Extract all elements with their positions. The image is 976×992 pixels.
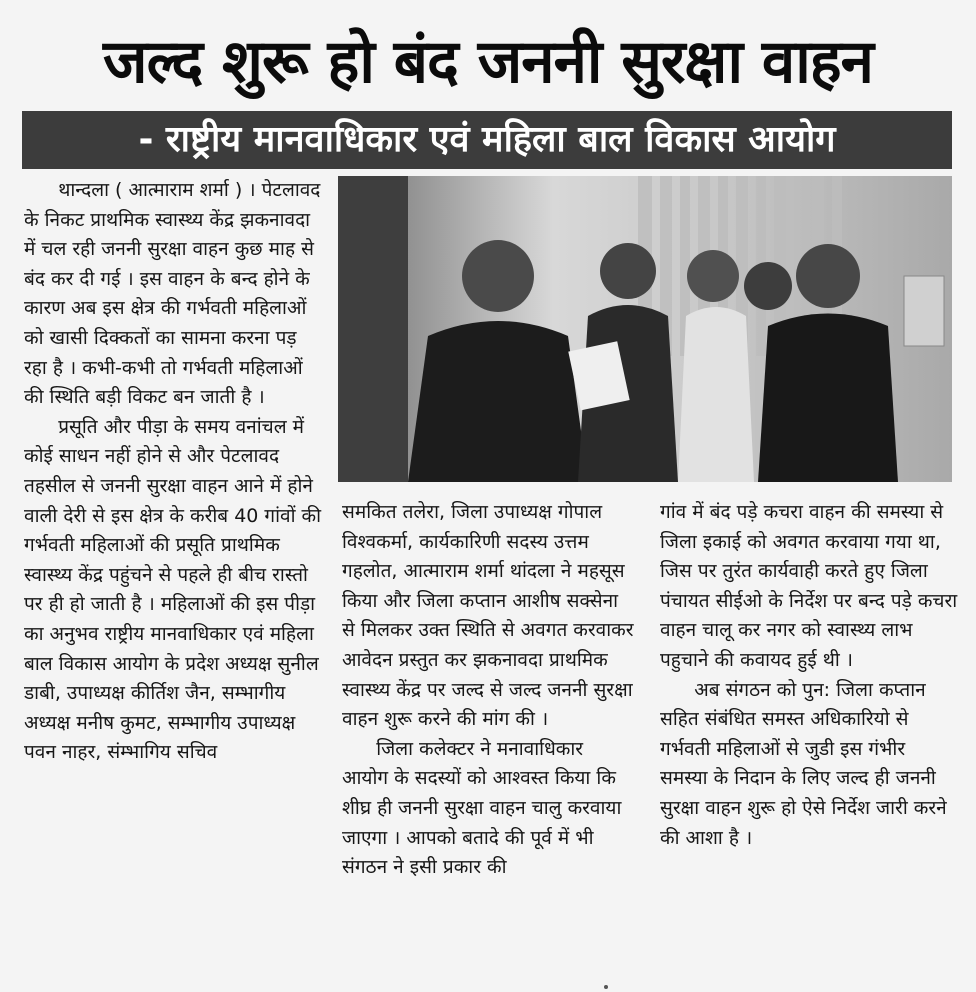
article-column-3 xyxy=(660,498,958,978)
paragraph: गांव में बंद पड़े कचरा वाहन की समस्या से जिला इकाई को अवगत करवाया गया था, जिस पर तुरंत कार्यवाही करते हुए जिला पंचायत सीईओ के निर्देश पर बन्द पड़े कचरा वाहन चालू कर नगर को स्वास्थ्य लाभ पहुचाने की कवायद हुई थी । xyxy=(660,501,958,671)
paragraph: प्रसूति और पीड़ा के समय वनांचल में कोई साधन नहीं होने से और पेटलावद तहसील से जननी सुरक्षा वाहन आने में होने वाली देरी से इस क्षेत्र के करीब 40 गांवों की गर्भवती महिलाओं की प्रसूति प्राथमिक स्वास्थ्य केंद्र पहुंचने से पहले ही बीच रास्तो पर ही हो जाती है । महिलाओं की इस पीड़ा का अनुभव राष्ट्रीय मानवाधिकार एवं महिला बाल विकास आयोग के प्रदेश अध्यक्ष सुनील डाबी, उपाध्यक्ष कीर्तिश जैन, सम्भागीय अध्यक्ष मनीष कुमट, सम्भागीय उपाध्यक्ष पवन नाहर, संम्भागिय सचिव xyxy=(24,415,322,764)
news-photo xyxy=(338,176,952,482)
paragraph: समकित तलेरा, जिला उपाध्यक्ष गोपाल विश्वकर्मा, कार्यकारिणी सदस्य उत्तम गहलोत, आत्माराम शर्मा थांदला ने महसूस किया और जिला कप्तान आशीष सक्सेना से मिलकर उक्त स्थिति से अवगत करवाकर आवेदन प्रस्तुत कर झकनावदा प्राथमिक स्वास्थ्य केंद्र पर जल्द से जल्द जननी सुरक्षा वाहन शुरू करने की मांग की । xyxy=(342,501,634,731)
headline: जल्द शुरू हो बंद जननी सुरक्षा वाहन xyxy=(103,27,873,97)
print-mark xyxy=(604,985,608,989)
paragraph: अब संगठन को पुन: जिला कप्तान सहित संबंधित समस्त अधिकारियो से गर्भवती महिलाओं से जुडी इस गंभीर समस्या के निदान के लिए जल्द ही जननी सुरक्षा वाहन शुरू हो ऐसे निर्देश जारी करने की आशा है । xyxy=(660,678,947,849)
paragraph: थान्दला ( आत्माराम शर्मा ) । पेटलावद के निकट प्राथमिक स्वास्थ्य केंद्र झकनावदा में चल रही जननी सुरक्षा वाहन कुछ माह से बंद कर दी गई । इस वाहन के बन्द होने के कारण अब इस क्षेत्र की गर्भवती महिलाओं को खासी दिक्कतों का सामना करना पड़ रहा है । कभी-कभी तो गर्भवती महिलाओं की स्थिति बड़ी विकट बन जाती है । xyxy=(24,179,321,409)
article-column-2 xyxy=(342,498,634,978)
paragraph: जिला कलेक्टर ने मनावाधिकार आयोग के सदस्यों को आश्वस्त किया कि शीघ्र ही जननी सुरक्षा वाहन चालु करवाया जाएगा । आपको बतादे की पूर्व में भी संगठन ने इसी प्रकार की xyxy=(342,737,622,879)
article-column-1 xyxy=(24,176,324,976)
photo-illustration xyxy=(338,176,952,482)
subheadline-banner: - राष्ट्रीय मानवाधिकार एवं महिला बाल विकास आयोग xyxy=(22,111,952,169)
